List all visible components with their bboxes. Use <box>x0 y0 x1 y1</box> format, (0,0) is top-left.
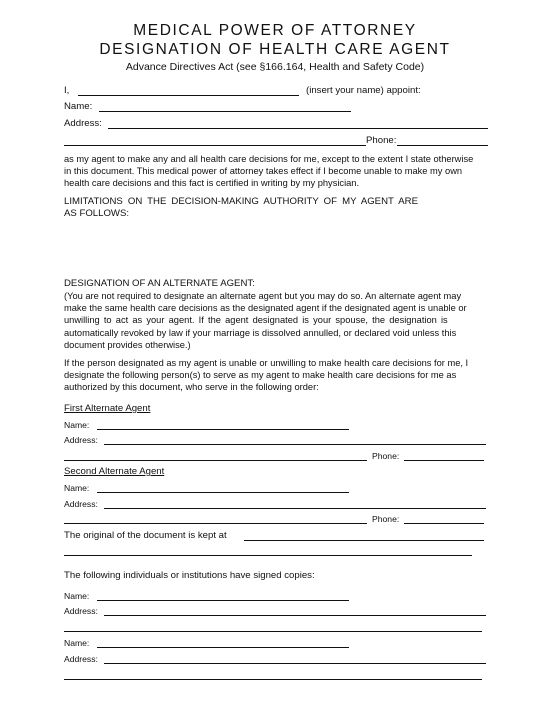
agent-name-label: Name: <box>64 101 93 112</box>
document-subtitle: Advance Directives Act (see §166.164, Health and Safety Code) <box>125 61 425 73</box>
second-alternate-address-field[interactable] <box>104 508 486 509</box>
paragraph-line: as my agent to make any and all health care decisions for me, except to the extent I state otherwise <box>64 154 474 164</box>
second-alternate-address-label: Address: <box>64 499 98 509</box>
agent-phone-label: Phone: <box>366 135 397 146</box>
first-alternate-phone-label: Phone: <box>372 451 400 461</box>
second-alternate-address-field-line2[interactable] <box>64 523 367 524</box>
copy1-name-label: Name: <box>64 591 90 601</box>
agent-name-field[interactable] <box>99 111 351 112</box>
copy2-address-label: Address: <box>64 654 98 664</box>
signed-copies-label: The following individuals or institutions have signed copies: <box>64 570 315 581</box>
second-alternate-name-field[interactable] <box>97 492 349 493</box>
paragraph-line: authorized by this document, who serve in the following order: <box>64 382 319 393</box>
copy1-address-field[interactable] <box>104 615 486 616</box>
note-line: unwilling to act as your agent. If the agent designated is your spouse, the designation is <box>64 315 448 326</box>
original-location-field-line2[interactable] <box>64 555 472 556</box>
second-alternate-heading: Second Alternate Agent <box>64 466 165 477</box>
paragraph-line: If the person designated as my agent is unable or unwilling to make health care decisions for me, I <box>64 358 469 368</box>
first-alternate-address-field[interactable] <box>104 444 486 445</box>
copy2-name-label: Name: <box>64 638 90 648</box>
second-alternate-name-label: Name: <box>64 483 90 493</box>
alternate-paragraph <box>64 357 468 394</box>
copy1-name-field[interactable] <box>97 600 349 601</box>
copy2-name-field[interactable] <box>97 647 349 648</box>
second-alternate-phone-label: Phone: <box>372 514 400 524</box>
note-line: (You are not required to designate an alternate agent but you may do so. An alternate agent may <box>64 291 462 301</box>
paragraph-line: designate the following person(s) to serve as my agent to make health care decisions for me as <box>64 370 457 381</box>
copy1-address-field-line2[interactable] <box>64 631 482 632</box>
original-location-field[interactable] <box>244 540 484 541</box>
second-alternate-phone-field[interactable] <box>404 523 484 524</box>
document-title-line1: MEDICAL POWER OF ATTORNEY <box>133 22 417 39</box>
document-title-line2: DESIGNATION OF HEALTH CARE AGENT <box>99 41 451 58</box>
agent-paragraph <box>64 153 473 190</box>
first-alternate-heading: First Alternate Agent <box>64 403 151 414</box>
note-line: document provides otherwise.) <box>64 339 191 350</box>
paragraph-line: in this document. This medical power of attorney takes effect if I become unable to make my own <box>64 166 463 177</box>
agent-address-field-line2[interactable] <box>64 145 366 146</box>
alternate-heading: DESIGNATION OF AN ALTERNATE AGENT: <box>64 278 255 289</box>
paragraph-line: health care decisions and this fact is certified in writing by my physician. <box>64 178 360 189</box>
copy1-address-label: Address: <box>64 606 98 616</box>
agent-address-label: Address: <box>64 118 102 129</box>
first-alternate-address-label: Address: <box>64 435 98 445</box>
agent-address-field[interactable] <box>108 128 488 129</box>
copy2-address-field[interactable] <box>104 663 486 664</box>
first-alternate-phone-field[interactable] <box>404 460 484 461</box>
principal-i-label: I, <box>64 85 70 96</box>
note-line: make the same health care decisions as the designated agent if the designated agent is unable or <box>64 303 467 314</box>
note-line: automatically revoked by law if your marriage is dissolved annulled, or declared void unless this <box>64 327 457 338</box>
principal-name-field[interactable] <box>78 95 299 96</box>
original-location-label: The original of the document is kept at <box>64 530 227 541</box>
limitations-heading-line2: AS FOLLOWS: <box>64 208 130 219</box>
copy2-address-field-line2[interactable] <box>64 679 482 680</box>
alternate-note <box>64 290 467 351</box>
first-alternate-address-field-line2[interactable] <box>64 460 367 461</box>
appoint-text: (insert your name) appoint: <box>306 85 421 96</box>
first-alternate-name-field[interactable] <box>97 429 349 430</box>
agent-phone-field[interactable] <box>397 145 488 146</box>
first-alternate-name-label: Name: <box>64 420 90 430</box>
limitations-heading-line1: LIMITATIONS ON THE DECISION-MAKING AUTHORITY OF MY AGENT ARE <box>64 196 418 207</box>
